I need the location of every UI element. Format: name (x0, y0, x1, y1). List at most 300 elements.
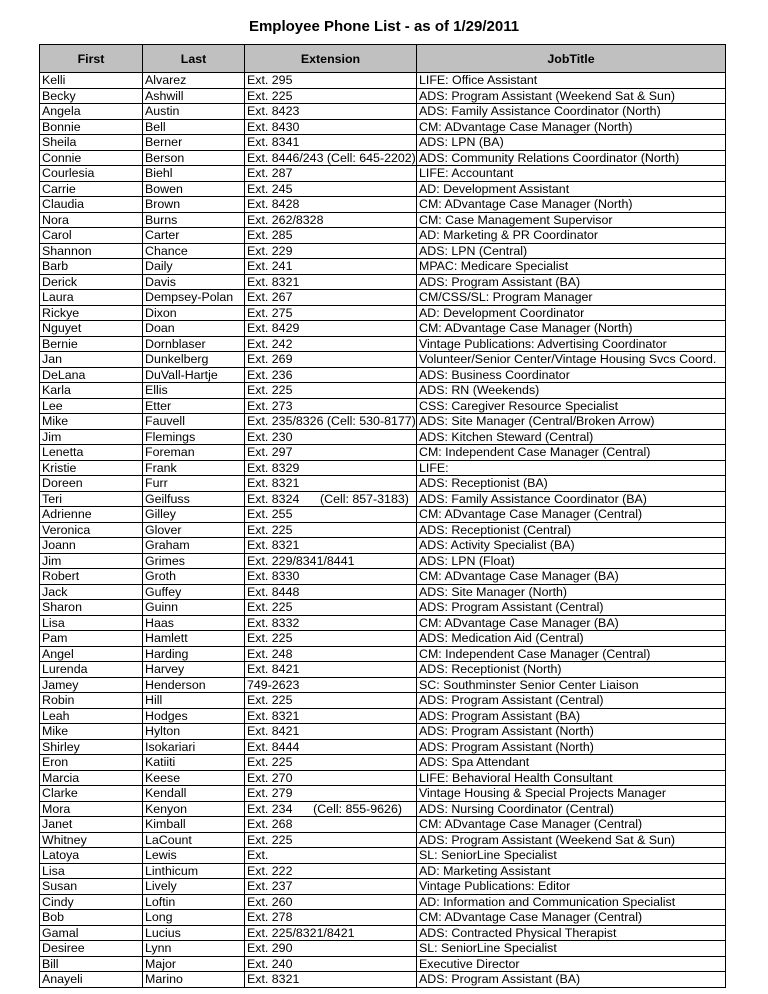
last-name-cell: Groth (143, 569, 245, 585)
job-title-cell: LIFE: Accountant (417, 166, 726, 182)
extension-cell: Ext. 8421 (245, 724, 417, 740)
first-name-cell: Bonnie (40, 119, 143, 135)
extension-cell: Ext. 245 (245, 181, 417, 197)
first-name-cell: Shirley (40, 739, 143, 755)
extension-cell: Ext. 225 (245, 693, 417, 709)
job-title-cell: ADS: Site Manager (North) (417, 584, 726, 600)
first-name-cell: Kristie (40, 460, 143, 476)
table-row (40, 305, 726, 321)
last-name-cell: Biehl (143, 166, 245, 182)
table-row (40, 817, 726, 833)
last-name-cell: Etter (143, 398, 245, 414)
last-name-cell: Burns (143, 212, 245, 228)
table-row (40, 119, 726, 135)
extension-cell: Ext. 230 (245, 429, 417, 445)
table-row (40, 166, 726, 182)
table-row (40, 414, 726, 430)
first-name-cell: Mora (40, 801, 143, 817)
extension-cell: Ext. 8321 (245, 476, 417, 492)
table-row (40, 832, 726, 848)
job-title-cell: ADS: Family Assistance Coordinator (North) (417, 104, 726, 120)
job-title-cell: ADS: Spa Attendant (417, 755, 726, 771)
table-row (40, 321, 726, 337)
table-row (40, 181, 726, 197)
job-title-cell: CM: ADvantage Case Manager (Central) (417, 507, 726, 523)
last-name-cell: Lewis (143, 848, 245, 864)
extension-cell: Ext. (245, 848, 417, 864)
extension-cell: Ext. 8321 (245, 972, 417, 988)
first-name-cell: Janet (40, 817, 143, 833)
job-title-cell: CM: ADvantage Case Manager (North) (417, 197, 726, 213)
last-name-cell: Harvey (143, 662, 245, 678)
last-name-cell: Berner (143, 135, 245, 151)
job-title-cell: CM: ADvantage Case Manager (North) (417, 321, 726, 337)
extension-cell: Ext. 8332 (245, 615, 417, 631)
job-title-cell: ADS: Program Assistant (BA) (417, 972, 726, 988)
table-row (40, 925, 726, 941)
table-row (40, 584, 726, 600)
last-name-cell: Chance (143, 243, 245, 259)
last-name-cell: Grimes (143, 553, 245, 569)
table-row (40, 941, 726, 957)
last-name-cell: Glover (143, 522, 245, 538)
extension-cell: 749-2623 (245, 677, 417, 693)
header-row (40, 45, 726, 73)
column-header-jobtitle: JobTitle (417, 45, 726, 73)
table-row (40, 135, 726, 151)
extension-cell: Ext. 270 (245, 770, 417, 786)
extension-cell: Ext. 269 (245, 352, 417, 368)
first-name-cell: Bernie (40, 336, 143, 352)
last-name-cell: Austin (143, 104, 245, 120)
first-name-cell: Susan (40, 879, 143, 895)
job-title-cell: ADS: Program Assistant (Central) (417, 693, 726, 709)
job-title-cell: CM: ADvantage Case Manager (Central) (417, 910, 726, 926)
first-name-cell: Bob (40, 910, 143, 926)
job-title-cell: CM: Case Management Supervisor (417, 212, 726, 228)
table-row (40, 956, 726, 972)
last-name-cell: DuVall-Hartje (143, 367, 245, 383)
job-title-cell: ADS: Family Assistance Coordinator (BA) (417, 491, 726, 507)
first-name-cell: Gamal (40, 925, 143, 941)
first-name-cell: Teri (40, 491, 143, 507)
extension-cell: Ext. 225 (245, 631, 417, 647)
extension-cell: Ext. 8428 (245, 197, 417, 213)
last-name-cell: Kimball (143, 817, 245, 833)
first-name-cell: Clarke (40, 786, 143, 802)
last-name-cell: Isokariari (143, 739, 245, 755)
column-header-extension: Extension (245, 45, 417, 73)
first-name-cell: Latoya (40, 848, 143, 864)
extension-cell: Ext. 236 (245, 367, 417, 383)
column-header-first: First (40, 45, 143, 73)
table-row (40, 693, 726, 709)
table-row (40, 662, 726, 678)
extension-cell: Ext. 278 (245, 910, 417, 926)
last-name-cell: Hylton (143, 724, 245, 740)
job-title-cell: ADS: Program Assistant (BA) (417, 274, 726, 290)
last-name-cell: Bowen (143, 181, 245, 197)
last-name-cell: Lucius (143, 925, 245, 941)
extension-cell: Ext. 237 (245, 879, 417, 895)
table-body (40, 73, 726, 988)
page-title: Employee Phone List - as of 1/29/2011 (248, 18, 520, 35)
table-row (40, 352, 726, 368)
job-title-cell: ADS: Receptionist (BA) (417, 476, 726, 492)
extension-cell: Ext. 8330 (245, 569, 417, 585)
job-title-cell: ADS: Kitchen Steward (Central) (417, 429, 726, 445)
table-row (40, 724, 726, 740)
table-row (40, 879, 726, 895)
last-name-cell: Katiiti (143, 755, 245, 771)
extension-cell: Ext. 248 (245, 646, 417, 662)
first-name-cell: Nguyet (40, 321, 143, 337)
extension-cell: Ext. 222 (245, 863, 417, 879)
first-name-cell: Veronica (40, 522, 143, 538)
job-title-cell: ADS: Contracted Physical Therapist (417, 925, 726, 941)
extension-cell: Ext. 295 (245, 73, 417, 89)
first-name-cell: Pam (40, 631, 143, 647)
table-row (40, 429, 726, 445)
job-title-cell: ADS: Medication Aid (Central) (417, 631, 726, 647)
extension-cell: Ext. 8423 (245, 104, 417, 120)
table-row (40, 894, 726, 910)
table-row (40, 972, 726, 988)
table-row (40, 274, 726, 290)
first-name-cell: Sharon (40, 600, 143, 616)
job-title-cell: CM: ADvantage Case Manager (BA) (417, 569, 726, 585)
employee-phone-table (39, 44, 726, 988)
table-row (40, 770, 726, 786)
job-title-cell: ADS: Program Assistant (Central) (417, 600, 726, 616)
first-name-cell: Kelli (40, 73, 143, 89)
last-name-cell: Linthicum (143, 863, 245, 879)
table-row (40, 212, 726, 228)
extension-cell: Ext. 8421 (245, 662, 417, 678)
table-row (40, 646, 726, 662)
extension-cell: Ext. 275 (245, 305, 417, 321)
job-title-cell: ADS: Business Coordinator (417, 367, 726, 383)
first-name-cell: Jim (40, 553, 143, 569)
job-title-cell: AD: Development Coordinator (417, 305, 726, 321)
table-row (40, 259, 726, 275)
last-name-cell: Lynn (143, 941, 245, 957)
first-name-cell: Leah (40, 708, 143, 724)
first-name-cell: Lisa (40, 863, 143, 879)
first-name-cell: Derick (40, 274, 143, 290)
extension-cell: Ext. 273 (245, 398, 417, 414)
last-name-cell: Fauvell (143, 414, 245, 430)
last-name-cell: Geilfuss (143, 491, 245, 507)
job-title-cell: ADS: Receptionist (North) (417, 662, 726, 678)
table-row (40, 491, 726, 507)
first-name-cell: Angela (40, 104, 143, 120)
table-row (40, 445, 726, 461)
job-title-cell: CM: Independent Case Manager (Central) (417, 646, 726, 662)
job-title-cell: ADS: Program Assistant (BA) (417, 708, 726, 724)
extension-cell: Ext. 297 (245, 445, 417, 461)
last-name-cell: Doan (143, 321, 245, 337)
last-name-cell: Dempsey-Polan (143, 290, 245, 306)
first-name-cell: Shannon (40, 243, 143, 259)
job-title-cell: CM: ADvantage Case Manager (Central) (417, 817, 726, 833)
table-row (40, 786, 726, 802)
first-name-cell: Desiree (40, 941, 143, 957)
last-name-cell: Marino (143, 972, 245, 988)
last-name-cell: LaCount (143, 832, 245, 848)
job-title-cell: ADS: Program Assistant (North) (417, 739, 726, 755)
first-name-cell: Anayeli (40, 972, 143, 988)
table-row (40, 910, 726, 926)
extension-cell: Ext. 229 (245, 243, 417, 259)
first-name-cell: Laura (40, 290, 143, 306)
job-title-cell: AD: Marketing & PR Coordinator (417, 228, 726, 244)
last-name-cell: Henderson (143, 677, 245, 693)
first-name-cell: Carrie (40, 181, 143, 197)
extension-cell: Ext. 262/8328 (245, 212, 417, 228)
table-row (40, 460, 726, 476)
job-title-cell: ADS: Program Assistant (Weekend Sat & Sun) (417, 88, 726, 104)
first-name-cell: Lee (40, 398, 143, 414)
first-name-cell: Jack (40, 584, 143, 600)
extension-cell: Ext. 287 (245, 166, 417, 182)
last-name-cell: Dornblaser (143, 336, 245, 352)
extension-cell: Ext. 8329 (245, 460, 417, 476)
last-name-cell: Dixon (143, 305, 245, 321)
first-name-cell: Lenetta (40, 445, 143, 461)
last-name-cell: Berson (143, 150, 245, 166)
extension-cell: Ext. 255 (245, 507, 417, 523)
last-name-cell: Gilley (143, 507, 245, 523)
last-name-cell: Lively (143, 879, 245, 895)
table-row (40, 290, 726, 306)
last-name-cell: Harding (143, 646, 245, 662)
job-title-cell: ADS: Program Assistant (Weekend Sat & Sun) (417, 832, 726, 848)
last-name-cell: Alvarez (143, 73, 245, 89)
job-title-cell: SL: SeniorLine Specialist (417, 848, 726, 864)
first-name-cell: Lisa (40, 615, 143, 631)
first-name-cell: Becky (40, 88, 143, 104)
last-name-cell: Carter (143, 228, 245, 244)
last-name-cell: Loftin (143, 894, 245, 910)
job-title-cell: SC: Southminster Senior Center Liaison (417, 677, 726, 693)
extension-cell: Ext. 225 (245, 600, 417, 616)
table-row (40, 476, 726, 492)
table-row (40, 150, 726, 166)
extension-cell: Ext. 290 (245, 941, 417, 957)
table-row (40, 863, 726, 879)
job-title-cell: CSS: Caregiver Resource Specialist (417, 398, 726, 414)
last-name-cell: Kendall (143, 786, 245, 802)
first-name-cell: Barb (40, 259, 143, 275)
job-title-cell: ADS: Community Relations Coordinator (North) (417, 150, 726, 166)
extension-cell: Ext. 8444 (245, 739, 417, 755)
last-name-cell: Hill (143, 693, 245, 709)
table-row (40, 243, 726, 259)
first-name-cell: Doreen (40, 476, 143, 492)
last-name-cell: Graham (143, 538, 245, 554)
job-title-cell: SL: SeniorLine Specialist (417, 941, 726, 957)
job-title-cell: MPAC: Medicare Specialist (417, 259, 726, 275)
extension-cell: Ext. 279 (245, 786, 417, 802)
job-title-cell: ADS: Receptionist (Central) (417, 522, 726, 538)
first-name-cell: Jamey (40, 677, 143, 693)
table-row (40, 801, 726, 817)
table-row (40, 739, 726, 755)
table-row (40, 104, 726, 120)
last-name-cell: Davis (143, 274, 245, 290)
first-name-cell: Nora (40, 212, 143, 228)
job-title-cell: CM: Independent Case Manager (Central) (417, 445, 726, 461)
extension-cell: Ext. 225/8321/8421 (245, 925, 417, 941)
first-name-cell: Joann (40, 538, 143, 554)
table-row (40, 677, 726, 693)
last-name-cell: Frank (143, 460, 245, 476)
table-row (40, 228, 726, 244)
extension-cell: Ext. 268 (245, 817, 417, 833)
first-name-cell: Whitney (40, 832, 143, 848)
table-row (40, 553, 726, 569)
first-name-cell: Karla (40, 383, 143, 399)
table-row (40, 600, 726, 616)
last-name-cell: Guffey (143, 584, 245, 600)
extension-cell: Ext. 8448 (245, 584, 417, 600)
extension-cell: Ext. 235/8326 (Cell: 530-8177) (245, 414, 417, 430)
extension-cell: Ext. 267 (245, 290, 417, 306)
extension-cell: Ext. 8321 (245, 274, 417, 290)
extension-cell: Ext. 8324 (Cell: 857-3183) (245, 491, 417, 507)
table-row (40, 73, 726, 89)
first-name-cell: Rickye (40, 305, 143, 321)
table-row (40, 336, 726, 352)
job-title-cell: ADS: RN (Weekends) (417, 383, 726, 399)
table-row (40, 538, 726, 554)
first-name-cell: Angel (40, 646, 143, 662)
job-title-cell: ADS: Activity Specialist (BA) (417, 538, 726, 554)
extension-cell: Ext. 234 (Cell: 855-9626) (245, 801, 417, 817)
first-name-cell: Eron (40, 755, 143, 771)
last-name-cell: Ashwill (143, 88, 245, 104)
last-name-cell: Keese (143, 770, 245, 786)
first-name-cell: Adrienne (40, 507, 143, 523)
last-name-cell: Hodges (143, 708, 245, 724)
first-name-cell: Mike (40, 414, 143, 430)
job-title-cell: ADS: Program Assistant (North) (417, 724, 726, 740)
last-name-cell: Daily (143, 259, 245, 275)
job-title-cell: CM: ADvantage Case Manager (BA) (417, 615, 726, 631)
job-title-cell: ADS: Nursing Coordinator (Central) (417, 801, 726, 817)
job-title-cell: ADS: LPN (BA) (417, 135, 726, 151)
extension-cell: Ext. 8429 (245, 321, 417, 337)
last-name-cell: Hamlett (143, 631, 245, 647)
table-row (40, 367, 726, 383)
first-name-cell: Jim (40, 429, 143, 445)
job-title-cell: CM: ADvantage Case Manager (North) (417, 119, 726, 135)
first-name-cell: Lurenda (40, 662, 143, 678)
first-name-cell: Robin (40, 693, 143, 709)
column-header-last: Last (143, 45, 245, 73)
extension-cell: Ext. 225 (245, 522, 417, 538)
extension-cell: Ext. 242 (245, 336, 417, 352)
job-title-cell: ADS: LPN (Float) (417, 553, 726, 569)
last-name-cell: Major (143, 956, 245, 972)
first-name-cell: Cindy (40, 894, 143, 910)
first-name-cell: Jan (40, 352, 143, 368)
first-name-cell: Marcia (40, 770, 143, 786)
extension-cell: Ext. 225 (245, 88, 417, 104)
first-name-cell: Claudia (40, 197, 143, 213)
last-name-cell: Bell (143, 119, 245, 135)
table-row (40, 507, 726, 523)
table-row (40, 631, 726, 647)
first-name-cell: Connie (40, 150, 143, 166)
table-row (40, 708, 726, 724)
extension-cell: Ext. 285 (245, 228, 417, 244)
job-title-cell: LIFE: Behavioral Health Consultant (417, 770, 726, 786)
table-row (40, 522, 726, 538)
first-name-cell: Mike (40, 724, 143, 740)
extension-cell: Ext. 8321 (245, 538, 417, 554)
job-title-cell: LIFE: (417, 460, 726, 476)
last-name-cell: Long (143, 910, 245, 926)
table-row (40, 615, 726, 631)
last-name-cell: Furr (143, 476, 245, 492)
last-name-cell: Flemings (143, 429, 245, 445)
job-title-cell: ADS: Site Manager (Central/Broken Arrow) (417, 414, 726, 430)
job-title-cell: Vintage Housing & Special Projects Manager (417, 786, 726, 802)
extension-cell: Ext. 225 (245, 383, 417, 399)
last-name-cell: Haas (143, 615, 245, 631)
extension-cell: Ext. 225 (245, 755, 417, 771)
table-row (40, 398, 726, 414)
job-title-cell: CM/CSS/SL: Program Manager (417, 290, 726, 306)
first-name-cell: Courlesia (40, 166, 143, 182)
first-name-cell: Bill (40, 956, 143, 972)
job-title-cell: AD: Information and Communication Specialist (417, 894, 726, 910)
last-name-cell: Brown (143, 197, 245, 213)
last-name-cell: Kenyon (143, 801, 245, 817)
job-title-cell: LIFE: Office Assistant (417, 73, 726, 89)
table-row (40, 88, 726, 104)
extension-cell: Ext. 241 (245, 259, 417, 275)
first-name-cell: Robert (40, 569, 143, 585)
extension-cell: Ext. 8341 (245, 135, 417, 151)
extension-cell: Ext. 229/8341/8441 (245, 553, 417, 569)
last-name-cell: Ellis (143, 383, 245, 399)
table-row (40, 383, 726, 399)
extension-cell: Ext. 260 (245, 894, 417, 910)
table-row (40, 848, 726, 864)
extension-cell: Ext. 8446/243 (Cell: 645-2202) (245, 150, 417, 166)
first-name-cell: Carol (40, 228, 143, 244)
job-title-cell: Vintage Publications: Editor (417, 879, 726, 895)
job-title-cell: Volunteer/Senior Center/Vintage Housing Svcs Coord. (417, 352, 726, 368)
last-name-cell: Foreman (143, 445, 245, 461)
table-row (40, 569, 726, 585)
first-name-cell: DeLana (40, 367, 143, 383)
extension-cell: Ext. 8321 (245, 708, 417, 724)
extension-cell: Ext. 225 (245, 832, 417, 848)
first-name-cell: Sheila (40, 135, 143, 151)
table-row (40, 755, 726, 771)
job-title-cell: AD: Development Assistant (417, 181, 726, 197)
last-name-cell: Guinn (143, 600, 245, 616)
extension-cell: Ext. 240 (245, 956, 417, 972)
table-row (40, 197, 726, 213)
extension-cell: Ext. 8430 (245, 119, 417, 135)
job-title-cell: Vintage Publications: Advertising Coordinator (417, 336, 726, 352)
job-title-cell: ADS: LPN (Central) (417, 243, 726, 259)
